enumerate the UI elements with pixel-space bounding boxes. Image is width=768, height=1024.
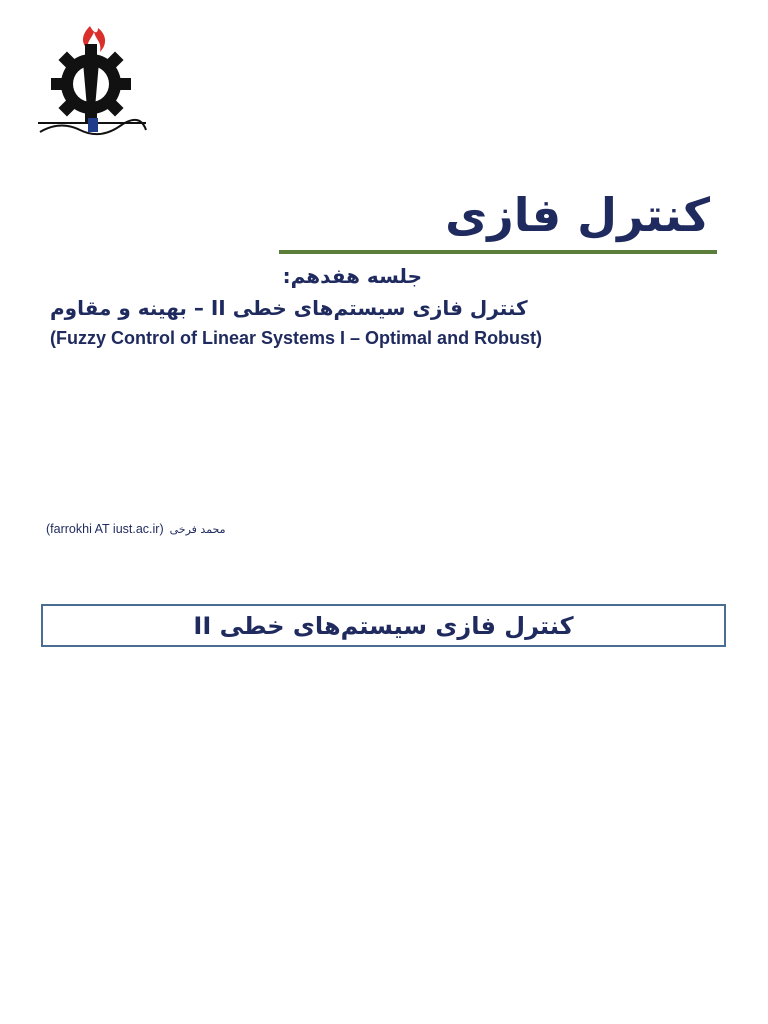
- session-subtitle-persian: کنترل فازی سیستم‌های خطی II – بهینه و مقاوم: [50, 296, 528, 320]
- university-logo: [30, 22, 152, 146]
- session-subtitle-english: (Fuzzy Control of Linear Systems I – Optimal and Robust): [50, 328, 543, 348]
- title-divider: [279, 250, 717, 254]
- main-title: کنترل فازی: [445, 188, 710, 242]
- author-email: (farrokhi AT iust.ac.ir): [46, 522, 164, 536]
- session-label: جلسه هفدهم:: [282, 264, 422, 288]
- gear-torch-icon: [30, 22, 152, 146]
- topic-banner-text: کنترل فازی سیستم‌های خطی II: [193, 611, 574, 640]
- author-name: محمد فرخی: [169, 523, 226, 536]
- author-line: [46, 522, 226, 536]
- topic-banner: [41, 604, 726, 647]
